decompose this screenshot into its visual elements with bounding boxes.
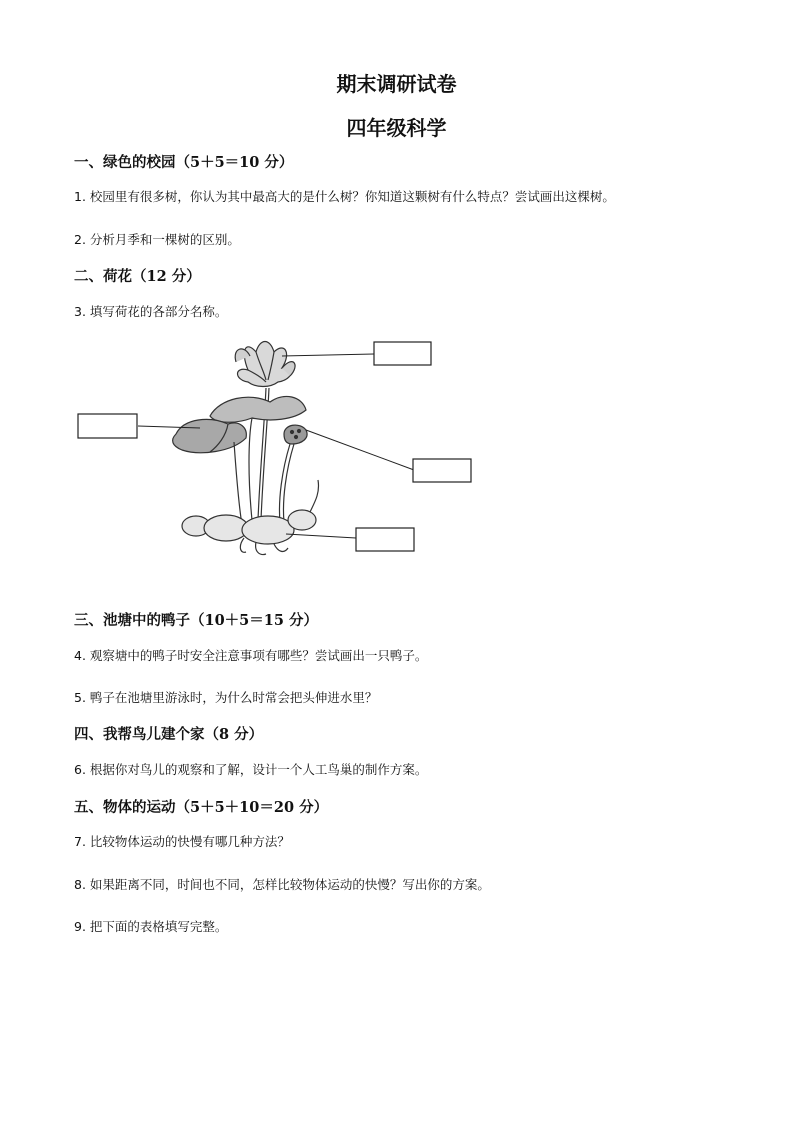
question-3: 3. 填写荷花的各部分名称。: [74, 304, 228, 319]
answer-box-leaf[interactable]: [78, 414, 137, 438]
question-6: 6. 根据你对鸟儿的观察和了解，设计一个人工鸟巢的制作方案。: [74, 762, 428, 777]
question-7: 7. 比较物体运动的快慢有哪几种方法？: [74, 834, 290, 849]
section-heading-green-campus: 一、绿色的校园（5＋5＝10 分）: [74, 154, 294, 171]
lotus-leaf: [173, 419, 247, 525]
lotus-illustration: [138, 342, 414, 555]
question-5: 5. 鸭子在池塘里游泳时，为什么时常会把头伸进水里？: [74, 690, 378, 705]
lotus-flower: [235, 342, 295, 387]
exam-subtitle: 四年级科学: [346, 116, 447, 140]
question-4: 4. 观察塘中的鸭子时安全注意事项有哪些？尝试画出一只鸭子。: [74, 648, 428, 663]
lotus-leaf-upper: [210, 396, 306, 520]
section-heading-motion: 五、物体的运动（5＋5＋10＝20 分）: [74, 799, 329, 816]
lotus-seedpod: [279, 425, 307, 522]
lotus-diagram: [70, 330, 480, 570]
answer-box-seedpod[interactable]: [413, 459, 471, 482]
section-heading-pond-duck: 三、池塘中的鸭子（10＋5＝15 分）: [74, 612, 318, 629]
exam-title: 期末调研试卷: [336, 72, 457, 96]
answer-box-rhizome[interactable]: [356, 528, 414, 551]
answer-box-flower[interactable]: [374, 342, 431, 365]
question-2: 2. 分析月季和一棵树的区别。: [74, 232, 240, 247]
section-heading-bird-nest: 四、我帮鸟儿建个家（8 分）: [74, 726, 264, 743]
question-8: 8. 如果距离不同，时间也不同，怎样比较物体运动的快慢？写出你的方案。: [74, 877, 490, 892]
question-9: 9. 把下面的表格填写完整。: [74, 919, 228, 934]
section-heading-lotus: 二、荷花（12 分）: [74, 268, 201, 285]
question-1: 1. 校园里有很多树，你认为其中最高大的是什么树？你知道这颗树有什么特点？尝试画出这棵树。: [74, 189, 615, 204]
